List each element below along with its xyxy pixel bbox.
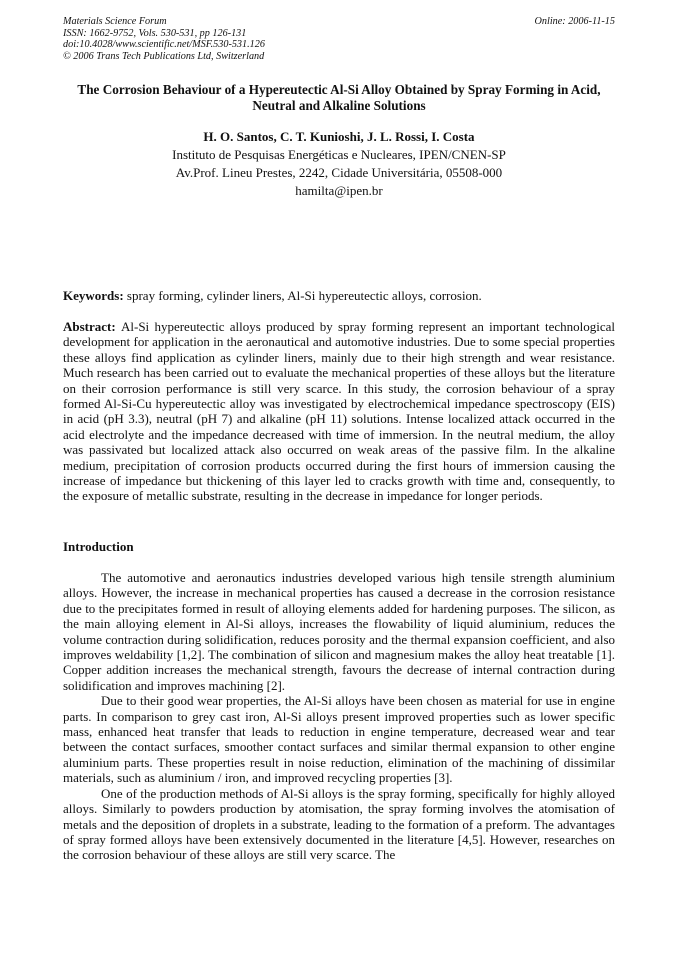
intro-paragraph: Due to their good wear properties, the Al-Si alloys have been chosen as material for use in engine parts. In comparison to grey cast iron, Al-Si alloys present improved properties such as lower specific mass, enhanced heat transfer that leads to reduction in engine temperature, decreased wear and tear between the contact surfaces, smoother contact surfaces and similar thermal expansion to other engine aluminium parts. These properties result in noise reduction, elimination of the machining of dissimilar materials, such as aluminium / iron, and improved recycling properties [3]. <box>63 693 615 786</box>
author-block <box>63 128 615 200</box>
keywords-label: Keywords: <box>63 288 127 303</box>
copyright-line: © 2006 Trans Tech Publications Ltd, Switzerland <box>63 50 265 62</box>
author-names: H. O. Santos, C. T. Kunioshi, J. L. Rossi, I. Costa <box>203 129 475 144</box>
keywords <box>63 288 615 303</box>
online-date: Online: 2006-11-15 <box>534 16 615 27</box>
author-address: Av.Prof. Lineu Prestes, 2242, Cidade Universitária, 05508-000 <box>175 165 503 180</box>
paper-title: The Corrosion Behaviour of a Hypereutectic Al-Si Alloy Obtained by Spray Forming in Acid, Neutral and Alkaline Solutions <box>77 82 601 113</box>
abstract-text: Al-Si hypereutectic alloys produced by spray forming represent an important technological development for application in the aeronautical and automotive industries. Due to some special properties these alloys find application as cylinder liners, mainly due to their high strength and wear resistance. Much research has been carried out to evaluate the mechanical properties of these alloys but the literature on their corrosion performance is still very scarce. In this study, the corrosion behaviour of a spray formed Al-Si-Cu hypereutectic alloy was investigated by electrochemical impedance spectroscopy (EIS) in acid (pH 3.3), neutral (pH 7) and alkaline (pH 11) solutions. Intense localized attack occurred in the acid electrolyte and the impedance decreased with time of immersion. In the neutral medium, the alloy was passivated but localized attack also occurred on weak areas of the passive film. In the alkaline medium, precipitation of corrosion products occurred during the first hours of immersion causing the increase of impedance but thickening of this layer led to cracks growth with time and, consequently, to the exposure of metallic substrate, resulting in the decrease in impedance for longer periods. <box>63 319 615 504</box>
abstract <box>63 319 615 504</box>
journal-header <box>63 16 615 62</box>
abstract-label: Abstract: <box>63 319 121 334</box>
doi-line: doi:10.4028/www.scientific.net/MSF.530-531.126 <box>63 39 265 50</box>
issn-line: ISSN: 1662-9752, Vols. 530-531, pp 126-131 <box>63 27 247 39</box>
journal-name: Materials Science Forum <box>63 16 167 27</box>
introduction-heading: Introduction <box>63 539 134 554</box>
author-email: hamilta@ipen.br <box>295 183 383 198</box>
intro-paragraph: One of the production methods of Al-Si alloys is the spray forming, specifically for highly alloyed alloys. Similarly to powders production by atomisation, the spray forming involves the atomisation of metals and the deposition of droplets in a substrate, leading to the formation of a preform. The advantages of spray formed alloys have been extensively documented in the literature [4,5]. However, researches on the corrosion behaviour of these alloys are still very scarce. The <box>63 785 615 863</box>
author-institute: Instituto de Pesquisas Energéticas e Nucleares, IPEN/CNEN-SP <box>172 147 506 162</box>
introduction-body <box>63 570 615 863</box>
intro-paragraph: The automotive and aeronautics industries developed various high tensile strength aluminium alloys. However, the increase in mechanical properties has caused a decrease in the corrosion resistance due to the precipitates formed in result of alloying elements added for hardening purposes. The silicon, as the main alloying element in Al-Si alloys, increases the flowability of liquid aluminium, reduces the volume contraction during solidification, reduces porosity and the thermal expansion coefficient, and also improves weldability [1,2]. The combination of silicon and magnesium makes the alloy heat treatable [1]. Copper addition increases the mechanical strength, favours the decrease of internal contraction during solidification and improves machining [2]. <box>63 570 615 693</box>
keywords-text: spray forming, cylinder liners, Al-Si hypereutectic alloys, corrosion. <box>126 288 482 303</box>
